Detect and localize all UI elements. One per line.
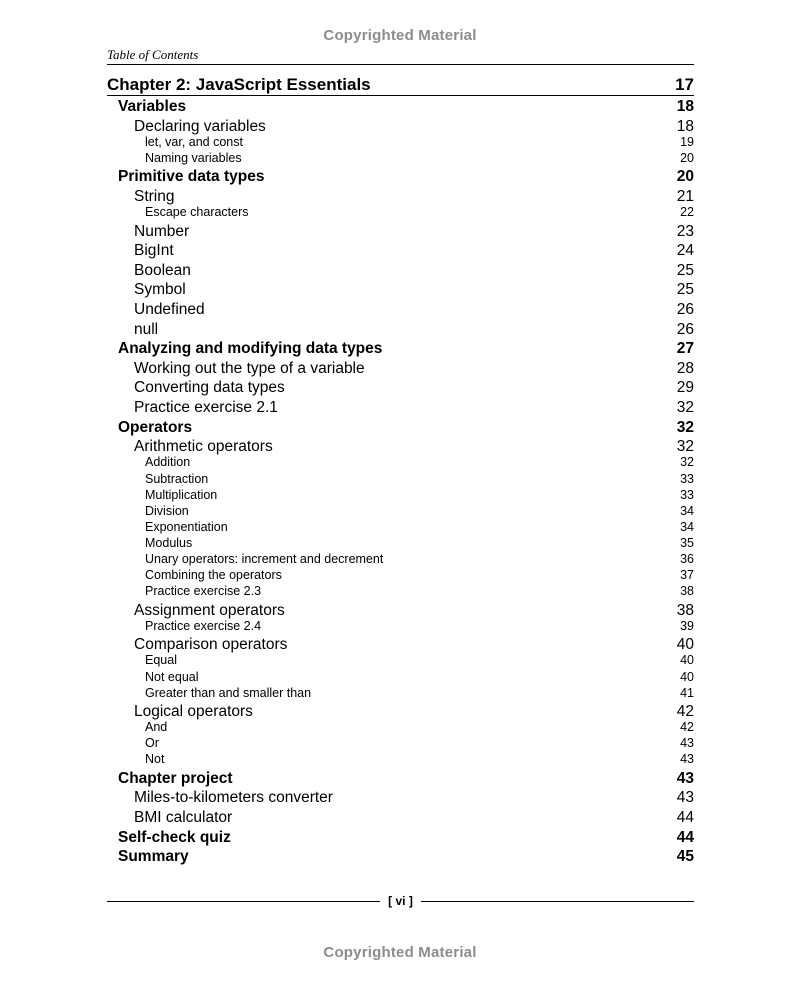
- page-footer: [107, 893, 694, 909]
- toc-entry[interactable]: [0, 829, 800, 847]
- toc-entry-label: BigInt: [134, 242, 174, 260]
- toc-entry[interactable]: [0, 223, 800, 241]
- toc-entry-label: Not: [145, 752, 165, 767]
- toc-entry-label: Arithmetic operators: [134, 438, 273, 456]
- toc-entry-label: Combining the operators: [145, 568, 282, 583]
- toc-entry[interactable]: [0, 789, 800, 807]
- toc-entry-label: Working out the type of a variable: [134, 359, 365, 377]
- toc-entry[interactable]: [0, 809, 800, 827]
- toc-entry-label: Undefined: [134, 300, 205, 318]
- toc-entry-page: 40: [680, 653, 694, 668]
- toc-entry[interactable]: [0, 653, 800, 667]
- toc-entry-page: 25: [676, 281, 694, 299]
- toc-entry[interactable]: [0, 602, 800, 620]
- toc-entry-page: 33: [680, 471, 694, 486]
- toc-entry[interactable]: [0, 770, 800, 788]
- toc-entry[interactable]: [0, 135, 800, 149]
- toc-entry-label: Variables: [118, 98, 187, 115]
- toc-entry[interactable]: [0, 636, 800, 654]
- toc-entry[interactable]: [0, 118, 800, 136]
- toc-entry-label: Chapter project: [118, 769, 233, 787]
- toc-entry-page: 38: [676, 601, 694, 619]
- toc-entry-page: 19: [680, 134, 694, 149]
- toc-entry[interactable]: [0, 520, 800, 534]
- toc-entry-label: Analyzing and modifying data types: [118, 340, 383, 358]
- toc-entry-label: Practice exercise 2.1: [134, 398, 278, 416]
- toc-entry-label: Number: [134, 222, 190, 240]
- toc-entry-page: 45: [676, 848, 694, 866]
- toc-entry-label: Addition: [145, 455, 191, 470]
- toc-entry[interactable]: [0, 321, 800, 339]
- toc-entry-label: Practice exercise 2.4: [145, 618, 262, 633]
- toc-entry-label: Practice exercise 2.3: [145, 584, 262, 599]
- toc-entry-page: 29: [676, 379, 694, 397]
- toc-entry-label: Converting data types: [134, 379, 285, 397]
- toc-entry-label: Primitive data types: [118, 168, 265, 186]
- toc-entry-page: 43: [676, 769, 694, 787]
- toc-entry-page: 40: [676, 636, 694, 654]
- toc-entry-label: BMI calculator: [134, 808, 233, 826]
- footer-rule-left: [107, 901, 380, 902]
- toc-entry-page: 18: [676, 98, 694, 115]
- toc-entry-label: Exponentiation: [145, 519, 228, 534]
- toc-entry[interactable]: [0, 720, 800, 734]
- toc-entry-label: Boolean: [134, 261, 191, 279]
- toc-entry-page: 20: [680, 151, 694, 165]
- toc-entry-page: 40: [680, 669, 694, 684]
- toc-entry-page: 26: [676, 320, 694, 338]
- toc-entry-page: 32: [680, 455, 694, 470]
- toc-entry[interactable]: [0, 568, 800, 582]
- toc-entry-label: Unary operators: increment and decrement: [145, 552, 384, 566]
- toc-entry-label: And: [145, 720, 168, 735]
- toc-entry[interactable]: [0, 670, 800, 684]
- toc-entry-label: null: [134, 320, 159, 338]
- toc-entry-page: 44: [676, 828, 694, 846]
- toc-entry[interactable]: [0, 619, 800, 633]
- toc-entry-label: Escape characters: [145, 205, 249, 220]
- toc-entry[interactable]: [0, 438, 800, 456]
- toc-entry[interactable]: [0, 419, 800, 437]
- toc-entry[interactable]: [0, 536, 800, 550]
- toc-entry-page: 43: [680, 752, 694, 767]
- toc-entry[interactable]: [0, 98, 800, 116]
- footer-rule-right: [421, 901, 694, 902]
- toc-entry[interactable]: [0, 262, 800, 280]
- toc-entry-page: 32: [676, 418, 694, 436]
- toc-entry-page: 28: [676, 359, 694, 377]
- chapter-title: Chapter 2: JavaScript Essentials: [107, 75, 371, 94]
- toc-entry-page: 22: [680, 205, 694, 220]
- toc-entry[interactable]: [0, 848, 800, 866]
- toc-entry[interactable]: [0, 168, 800, 186]
- toc-entry-page: 20: [676, 168, 694, 186]
- page-number: [ vi ]: [388, 894, 413, 908]
- toc-entry[interactable]: [0, 399, 800, 417]
- toc-entry-page: 32: [676, 438, 694, 456]
- toc-entry-label: Assignment operators: [134, 601, 285, 619]
- toc-entry[interactable]: [0, 281, 800, 299]
- toc-entry[interactable]: [0, 379, 800, 397]
- toc-entry-page: 27: [676, 340, 694, 358]
- toc-entry-page: 41: [680, 685, 694, 700]
- toc-entry-page: 21: [676, 187, 694, 205]
- toc-entry-label: Modulus: [145, 535, 193, 550]
- toc-entry-page: 18: [676, 117, 694, 135]
- toc-entry[interactable]: [0, 752, 800, 766]
- header-rule: [107, 64, 694, 65]
- toc-entry-label: Not equal: [145, 669, 199, 684]
- toc-entry[interactable]: [0, 455, 800, 469]
- running-head: Table of Contents: [107, 47, 199, 62]
- toc-entry-label: Declaring variables: [134, 117, 266, 135]
- toc-entry-page: 25: [676, 261, 694, 279]
- toc-entry[interactable]: [0, 504, 800, 518]
- toc-entry[interactable]: [0, 242, 800, 260]
- toc-entry-page: 35: [680, 535, 694, 550]
- toc-entry-label: Division: [145, 503, 189, 518]
- toc-entry-page: 33: [680, 487, 694, 502]
- toc-entry[interactable]: [0, 552, 800, 566]
- toc-entry-label: Self-check quiz: [118, 828, 231, 846]
- toc-entry[interactable]: [0, 488, 800, 502]
- toc-entry[interactable]: [0, 301, 800, 319]
- toc-entry-page: 34: [680, 503, 694, 518]
- chapter-heading[interactable]: [107, 74, 694, 96]
- toc-entry[interactable]: [0, 340, 800, 358]
- toc-entry[interactable]: [0, 151, 800, 165]
- toc-entry-page: 32: [676, 398, 694, 416]
- toc-entry-label: Comparison operators: [134, 636, 288, 654]
- toc-entry-label: Or: [145, 736, 159, 751]
- toc-entry[interactable]: [0, 686, 800, 700]
- toc-entry[interactable]: [0, 703, 800, 721]
- toc-entry-page: 24: [676, 242, 694, 260]
- toc-entry-page: 26: [676, 300, 694, 318]
- copyright-watermark-bottom: Copyrighted Material: [323, 944, 477, 961]
- toc-entry-label: Multiplication: [145, 487, 218, 502]
- toc-entry-page: 39: [680, 618, 694, 633]
- toc-entry-label: Operators: [118, 418, 193, 436]
- toc-entry-label: Equal: [145, 653, 177, 668]
- chapter-page: 17: [675, 75, 694, 94]
- toc-entry-page: 42: [680, 720, 694, 735]
- toc-entry-label: String: [134, 187, 175, 205]
- toc-entry-page: 36: [680, 552, 694, 566]
- toc-entry-page: 43: [676, 789, 694, 807]
- toc-entry-label: Symbol: [134, 281, 186, 299]
- toc-entry-label: let, var, and const: [145, 134, 243, 149]
- toc-entry[interactable]: [0, 360, 800, 378]
- toc-entry-page: 23: [676, 222, 694, 240]
- toc-entry-label: Naming variables: [145, 151, 242, 165]
- toc-entry[interactable]: [0, 584, 800, 598]
- toc-entry-page: 44: [676, 808, 694, 826]
- toc-entry-page: 42: [676, 702, 694, 720]
- toc-entry[interactable]: [0, 472, 800, 486]
- toc-entry-page: 38: [680, 584, 694, 599]
- toc-entry-page: 37: [680, 568, 694, 583]
- toc-entry[interactable]: [0, 188, 800, 206]
- toc-entry-page: 43: [680, 736, 694, 751]
- toc-entry[interactable]: [0, 736, 800, 750]
- toc-entry-label: Greater than and smaller than: [145, 685, 312, 700]
- toc-entry-label: Summary: [118, 848, 189, 866]
- toc-entry-label: Subtraction: [145, 471, 209, 486]
- copyright-watermark-top: Copyrighted Material: [323, 27, 477, 44]
- toc-entry-label: Logical operators: [134, 702, 253, 720]
- toc-entry[interactable]: [0, 205, 800, 219]
- toc-entry-page: 34: [680, 519, 694, 534]
- toc-entry-label: Miles-to-kilometers converter: [134, 789, 333, 807]
